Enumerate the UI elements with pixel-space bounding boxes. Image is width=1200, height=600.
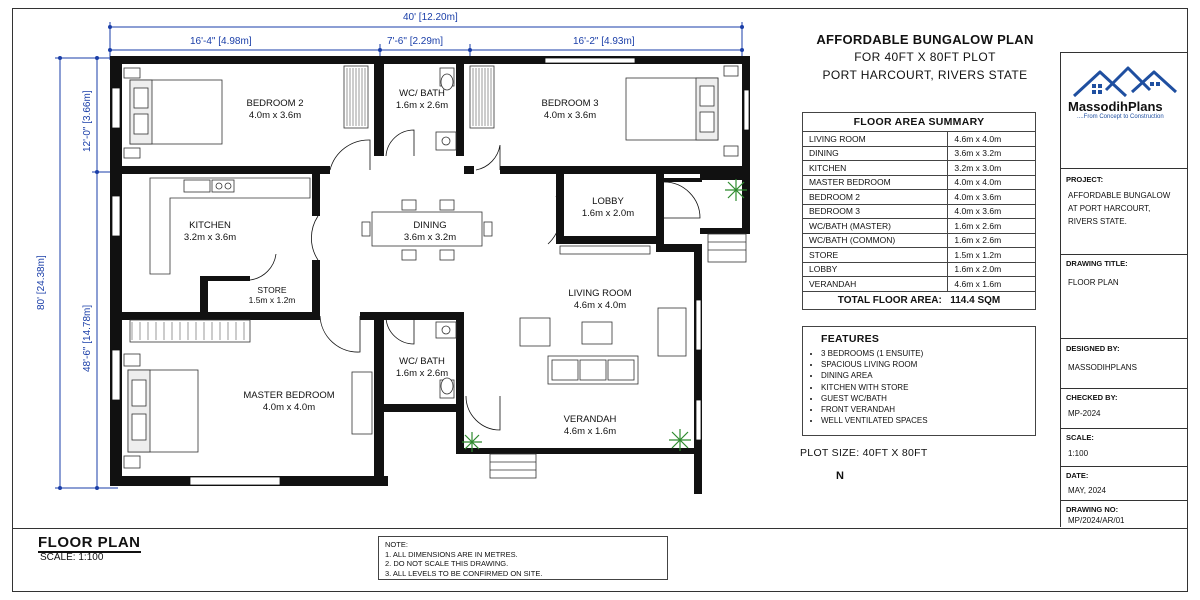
- floor-area-room: LIVING ROOM: [803, 132, 948, 147]
- room-wc-bath-top: WC/ BATH 1.6m x 2.6m: [395, 88, 449, 111]
- plot-size: PLOT SIZE: 40FT X 80FT: [800, 447, 928, 459]
- drawing-title-label: DRAWING TITLE:: [1066, 259, 1128, 268]
- plan-location: PORT HARCOURT, RIVERS STATE: [822, 68, 1028, 82]
- feature-item: • DINING AREA: [821, 370, 928, 381]
- features-box: [802, 326, 1036, 436]
- overall-depth-dimension: 80' [24.38m]: [36, 255, 47, 310]
- room-lobby: LOBBY 1.6m x 2.0m: [581, 196, 635, 219]
- features-heading: FEATURES: [821, 333, 880, 345]
- floor-area-room: LOBBY: [803, 262, 948, 277]
- room-kitchen: KITCHEN 3.2m x 3.6m: [183, 220, 237, 243]
- note-1: 1. ALL DIMENSIONS ARE IN METRES.: [385, 549, 518, 559]
- checked-by-label: CHECKED BY:: [1066, 393, 1118, 402]
- top-mid-dimension: 7'-6" [2.29m]: [387, 36, 444, 47]
- notes-heading: NOTE:: [385, 540, 408, 549]
- floor-area-row: [803, 146, 1036, 161]
- room-bedroom3: BEDROOM 3 4.0m x 3.6m: [541, 98, 599, 121]
- note-3: 3. ALL LEVELS TO BE CONFIRMED ON SITE.: [385, 568, 543, 578]
- date-label: DATE:: [1066, 471, 1089, 480]
- feature-item: • KITCHEN WITH STORE: [821, 382, 928, 393]
- bedroom3-wardrobe-lines: [473, 68, 491, 126]
- room-wc-bath-bottom: WC/ BATH 1.6m x 2.6m: [395, 356, 449, 379]
- designed-by-label: DESIGNED BY:: [1066, 344, 1120, 353]
- floor-area-room: KITCHEN: [803, 161, 948, 176]
- title-block-divider: [1060, 168, 1188, 169]
- project-line-3: RIVERS STATE.: [1068, 217, 1127, 226]
- left-lower-dimension: 48'-6" [14.78m]: [82, 304, 93, 372]
- floor-area-size: 1.5m x 1.2m: [948, 248, 1036, 263]
- project-line-1: AFFORDABLE BUNGALOW: [1068, 191, 1171, 200]
- total-floor-area-row: [803, 291, 1036, 309]
- floor-area-size: 1.6m x 2.0m: [948, 262, 1036, 277]
- floor-area-room: BEDROOM 3: [803, 204, 948, 219]
- floor-area-room: DINING: [803, 146, 948, 161]
- checked-by-value: MP-2024: [1068, 409, 1101, 418]
- title-block-divider: [1060, 338, 1188, 339]
- floor-area-row: [803, 262, 1036, 277]
- title-block-divider: [1060, 254, 1188, 255]
- scale-label: SCALE:: [1066, 433, 1094, 442]
- plan-title: AFFORDABLE BUNGALOW PLAN: [816, 32, 1034, 47]
- title-block-divider: [1060, 388, 1188, 389]
- room-bedroom2: BEDROOM 2 4.0m x 3.6m: [246, 98, 304, 121]
- top-right-dimension: 16'-2" [4.93m]: [573, 36, 635, 47]
- floor-area-size: 3.2m x 3.0m: [948, 161, 1036, 176]
- date-value: MAY, 2024: [1068, 486, 1106, 495]
- floor-area-room: MASTER BEDROOM: [803, 175, 948, 190]
- designed-by-value: MASSODIHPLANS: [1068, 363, 1137, 372]
- logo-name: MassodihPlans: [1068, 99, 1163, 114]
- floor-area-room: WC/BATH (COMMON): [803, 233, 948, 248]
- room-living: LIVING ROOM 4.6m x 4.0m: [568, 288, 632, 311]
- floor-area-row: [803, 190, 1036, 205]
- floor-area-row: [803, 132, 1036, 147]
- scale-value: 1:100: [1068, 449, 1089, 458]
- overall-width-dimension: 40' [12.20m]: [403, 12, 458, 23]
- feature-item: • FRONT VERANDAH: [821, 404, 928, 415]
- feature-item: • GUEST WC/BATH: [821, 393, 928, 404]
- feature-item: • 3 BEDROOMS (1 ENSUITE): [821, 348, 928, 359]
- project-label: PROJECT:: [1066, 175, 1104, 184]
- north-label: N: [836, 470, 844, 482]
- footer-divider: [12, 528, 1188, 529]
- features-list: [807, 348, 928, 426]
- room-dining: DINING 3.6m x 3.2m: [403, 220, 457, 243]
- floor-area-summary-heading: FLOOR AREA SUMMARY: [803, 113, 1036, 132]
- bedroom2-wardrobe-lines: [347, 68, 365, 126]
- total-floor-area-label: TOTAL FLOOR AREA:: [837, 294, 942, 306]
- title-block-divider: [1060, 428, 1188, 429]
- room-verandah: VERANDAH 4.6m x 1.6m: [563, 414, 617, 437]
- logo-tagline: ....From Concept to Construction: [1077, 114, 1164, 120]
- room-store: STORE 1.5m x 1.2m: [248, 285, 296, 305]
- feature-item: • SPACIOUS LIVING ROOM: [821, 359, 928, 370]
- floor-area-row: [803, 219, 1036, 234]
- floor-area-size: 4.0m x 3.6m: [948, 190, 1036, 205]
- floor-area-row: [803, 248, 1036, 263]
- project-line-2: AT PORT HARCOURT,: [1068, 204, 1151, 213]
- living-furniture: [520, 246, 686, 384]
- footer-scale: SCALE: 1:100: [40, 552, 104, 563]
- total-floor-area-value: 114.4 SQM: [950, 294, 1001, 306]
- floor-area-row: [803, 175, 1036, 190]
- floor-area-size: 4.0m x 3.6m: [948, 204, 1036, 219]
- notes-box: [378, 536, 668, 580]
- drawing-no-value: MP/2024/AR/01: [1068, 516, 1125, 525]
- floor-area-row: [803, 161, 1036, 176]
- title-block-divider: [1060, 500, 1188, 501]
- floor-area-row: [803, 233, 1036, 248]
- drawing-title-value: FLOOR PLAN: [1068, 278, 1119, 287]
- total-floor-area: [803, 291, 1036, 309]
- drawing-no-label: DRAWING NO:: [1066, 505, 1119, 514]
- floor-area-size: 4.6m x 1.6m: [948, 277, 1036, 292]
- floor-area-row: [803, 277, 1036, 292]
- title-block-top-line: [1060, 52, 1188, 53]
- floor-area-room: STORE: [803, 248, 948, 263]
- floor-area-room: WC/BATH (MASTER): [803, 219, 948, 234]
- title-block-divider: [1060, 466, 1188, 467]
- floor-area-size: 3.6m x 3.2m: [948, 146, 1036, 161]
- floor-area-summary-table: [802, 112, 1036, 310]
- plan-subtitle: FOR 40FT X 80FT PLOT: [854, 50, 996, 64]
- floor-area-size: 1.6m x 2.6m: [948, 233, 1036, 248]
- floor-area-room: BEDROOM 2: [803, 190, 948, 205]
- top-left-dimension: 16'-4" [4.98m]: [190, 36, 252, 47]
- floor-area-size: 1.6m x 2.6m: [948, 219, 1036, 234]
- note-2: 2. DO NOT SCALE THIS DRAWING.: [385, 559, 509, 568]
- footer-title: FLOOR PLAN: [38, 534, 141, 551]
- left-upper-dimension: 12'-0" [3.66m]: [82, 90, 93, 152]
- floor-area-size: 4.6m x 4.0m: [948, 132, 1036, 147]
- floor-area-row: [803, 204, 1036, 219]
- room-master-bedroom: MASTER BEDROOM 4.0m x 4.0m: [243, 390, 335, 413]
- floor-area-size: 4.0m x 4.0m: [948, 175, 1036, 190]
- feature-item: • WELL VENTILATED SPACES: [821, 415, 928, 426]
- floor-area-room: VERANDAH: [803, 277, 948, 292]
